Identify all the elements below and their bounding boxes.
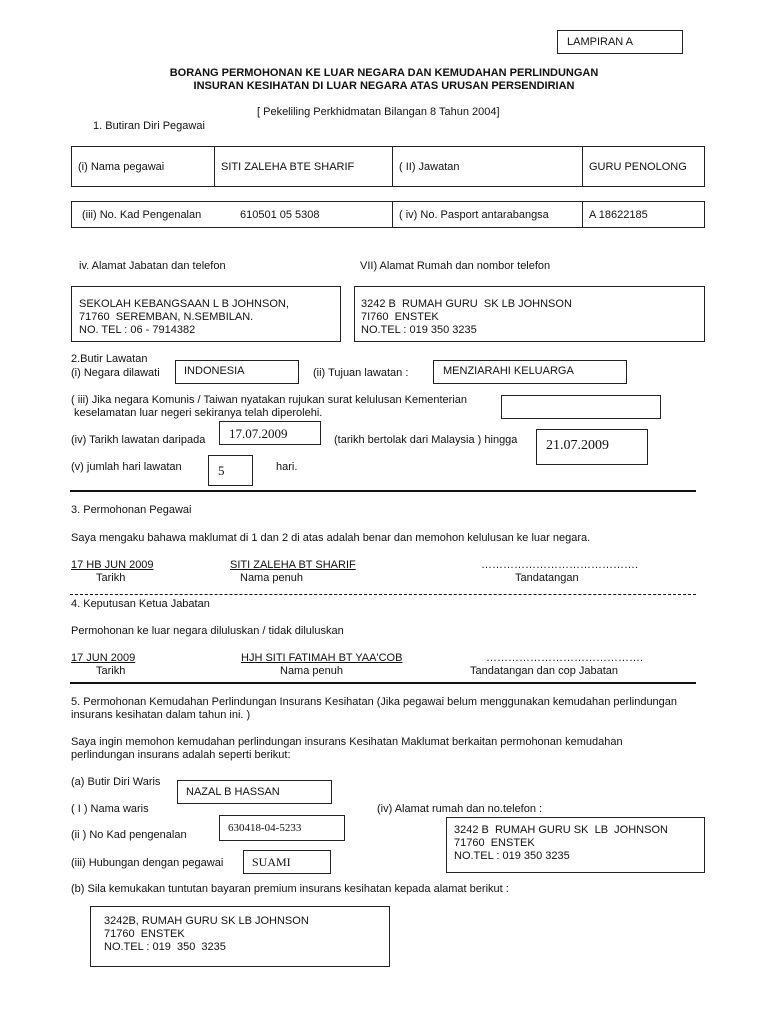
section1-heading: 1. Butiran Diri Pegawai xyxy=(93,120,205,132)
claim-address-label: (b) Sila kemukakan tuntutan bayaran premium insurans kesihatan kepada alamat berikut : xyxy=(71,883,509,895)
date-to-value: 21.07.2009 xyxy=(546,438,609,453)
date-from-value: 17.07.2009 xyxy=(229,426,288,441)
home-address-value: 3242 B RUMAH GURU SK LB JOHNSON 7I760 ENSTEK NO.TEL : 019 350 3235 xyxy=(361,298,572,336)
applicant-signature-line[interactable]: ……………………………………. xyxy=(481,559,639,571)
officer-name-label: (i) Nama pegawai xyxy=(78,160,165,173)
ic-number-label: (iii) No. Kad Pengenalan xyxy=(82,208,202,221)
applicant-name-label: Nama penuh xyxy=(240,572,303,584)
relationship-box[interactable] xyxy=(243,850,331,874)
officer-row-2 xyxy=(71,201,705,228)
heir-address-box[interactable] xyxy=(446,817,705,873)
head-date-value[interactable]: 17 JUN 2009 xyxy=(71,652,136,664)
date-from-label: (iv) Tarikh lawatan daripada xyxy=(71,434,206,446)
relationship-value: SUAMI xyxy=(252,855,291,869)
section5-statement: Saya ingin memohon kemudahan perlindungan insurans Kesihatan Maklumat berkaitan permohonan kemudahan perlindungan insurans adalah seperti berikut: xyxy=(71,736,623,761)
claim-address-box[interactable] xyxy=(90,906,390,967)
country-box[interactable] xyxy=(175,360,299,384)
applicant-date-label: Tarikh xyxy=(96,572,126,584)
heir-heading: (a) Butir Diri Waris xyxy=(71,776,161,788)
head-name-value[interactable]: HJH SITI FATIMAH BT YAA'COB xyxy=(241,652,403,664)
passport-label: ( iv) No. Pasport antarabangsa xyxy=(392,202,582,227)
approval-letter-box[interactable] xyxy=(501,395,661,419)
head-date-label: Tarikh xyxy=(96,665,126,677)
head-signature-label: Tandatangan dan cop Jabatan xyxy=(470,665,619,677)
section2-heading: 2.Butir Lawatan xyxy=(71,353,148,365)
heir-ic-box[interactable] xyxy=(219,815,345,841)
applicant-signature-label: Tandatangan xyxy=(515,572,579,584)
form-title-line1: BORANG PERMOHONAN KE LUAR NEGARA DAN KEMUDAHAN PERLINDUNGAN xyxy=(169,67,599,79)
date-to-label: (tarikh bertolak dari Malaysia ) hingga xyxy=(334,434,518,446)
section4-statement: Permohonan ke luar negara diluluskan / tidak diluluskan xyxy=(71,625,344,637)
lampiran-label: LAMPIRAN A xyxy=(567,36,634,48)
relationship-label: (iii) Hubungan dengan pegawai xyxy=(71,857,224,869)
officer-row-1 xyxy=(71,146,705,187)
visit-days-value: 5 xyxy=(218,463,225,478)
heir-name-box[interactable] xyxy=(177,780,332,804)
communist-country-note: ( iii) Jika negara Komunis / Taiwan nyatakan rujukan surat kelulusan Kementerian keselamatan luar negeri sekiranya telah diperolehi. xyxy=(71,394,468,419)
form-title-line2: INSURAN KESIHATAN DI LUAR NEGARA ATAS URUSAN PERSENDIRIAN xyxy=(193,80,575,92)
head-signature-line[interactable]: ……………………………………. xyxy=(486,652,644,664)
position-value[interactable]: GURU PENOLONG xyxy=(582,147,704,186)
heir-ic-value: 630418-04-5233 xyxy=(228,822,302,834)
claim-address-value: 3242B, RUMAH GURU SK LB JOHNSON 71760 ENSTEK NO.TEL : 019 350 3235 xyxy=(104,915,309,953)
section-divider xyxy=(70,594,696,595)
section4-heading: 4. Keputusan Ketua Jabatan xyxy=(71,598,210,610)
office-address-value: SEKOLAH KEBANGSAAN L B JOHNSON, 71760 SEREMBAN, N.SEMBILAN. NO. TEL : 06 - 7914382 xyxy=(79,298,289,336)
head-name-label: Nama penuh xyxy=(280,665,343,677)
heir-address-value: 3242 B RUMAH GURU SK LB JOHNSON 71760 ENSTEK NO.TEL : 019 350 3235 xyxy=(454,824,668,862)
circular-reference: [ Pekeliling Perkhidmatan Bilangan 8 Tahun 2004] xyxy=(257,106,500,118)
date-from-box[interactable] xyxy=(219,421,321,445)
purpose-box[interactable] xyxy=(433,360,627,384)
office-address-label: iv. Alamat Jabatan dan telefon xyxy=(79,260,226,272)
visit-days-label: (v) jumlah hari lawatan xyxy=(71,461,182,473)
lampiran-box xyxy=(557,30,683,54)
heir-ic-label: (ii ) No Kad pengenalan xyxy=(71,829,187,841)
country-label: (i) Negara dilawati xyxy=(71,367,160,379)
ic-number-value[interactable]: 610501 05 5308 xyxy=(240,208,320,221)
country-value: INDONESIA xyxy=(184,365,245,377)
passport-value[interactable]: A 18622185 xyxy=(582,202,704,227)
date-to-box[interactable] xyxy=(536,429,648,465)
section3-heading: 3. Permohonan Pegawai xyxy=(71,504,192,516)
visit-days-suffix: hari. xyxy=(276,461,298,473)
applicant-date-value[interactable]: 17 HB JUN 2009 xyxy=(71,559,154,571)
purpose-label: (ii) Tujuan lawatan : xyxy=(313,367,409,379)
office-address-box[interactable] xyxy=(71,286,341,342)
section-divider xyxy=(70,490,696,492)
officer-name-value[interactable]: SITI ZALEHA BTE SHARIF xyxy=(214,147,392,186)
purpose-value: MENZIARAHI KELUARGA xyxy=(443,365,574,377)
heir-name-value: NAZAL B HASSAN xyxy=(186,786,280,798)
applicant-name-value[interactable]: SITI ZALEHA BT SHARIF xyxy=(230,559,356,571)
home-address-box[interactable] xyxy=(354,286,705,342)
home-address-label: VII) Alamat Rumah dan nombor telefon xyxy=(360,260,551,272)
position-label: ( II) Jawatan xyxy=(392,147,582,186)
heir-address-label: (iv) Alamat rumah dan no.telefon : xyxy=(377,803,543,815)
section-divider xyxy=(70,682,696,684)
heir-name-label: ( I ) Nama waris xyxy=(71,803,149,815)
section3-statement: Saya mengaku bahawa maklumat di 1 dan 2 di atas adalah benar dan memohon kelulusan ke luar negara. xyxy=(71,532,591,544)
section5-heading: 5. Permohonan Kemudahan Perlindungan Insurans Kesihatan (Jika pegawai belum menggunakan kemudahan perlindungan insurans kesihatan dalam tahun ini. ) xyxy=(71,696,678,721)
visit-days-box[interactable] xyxy=(208,455,253,486)
